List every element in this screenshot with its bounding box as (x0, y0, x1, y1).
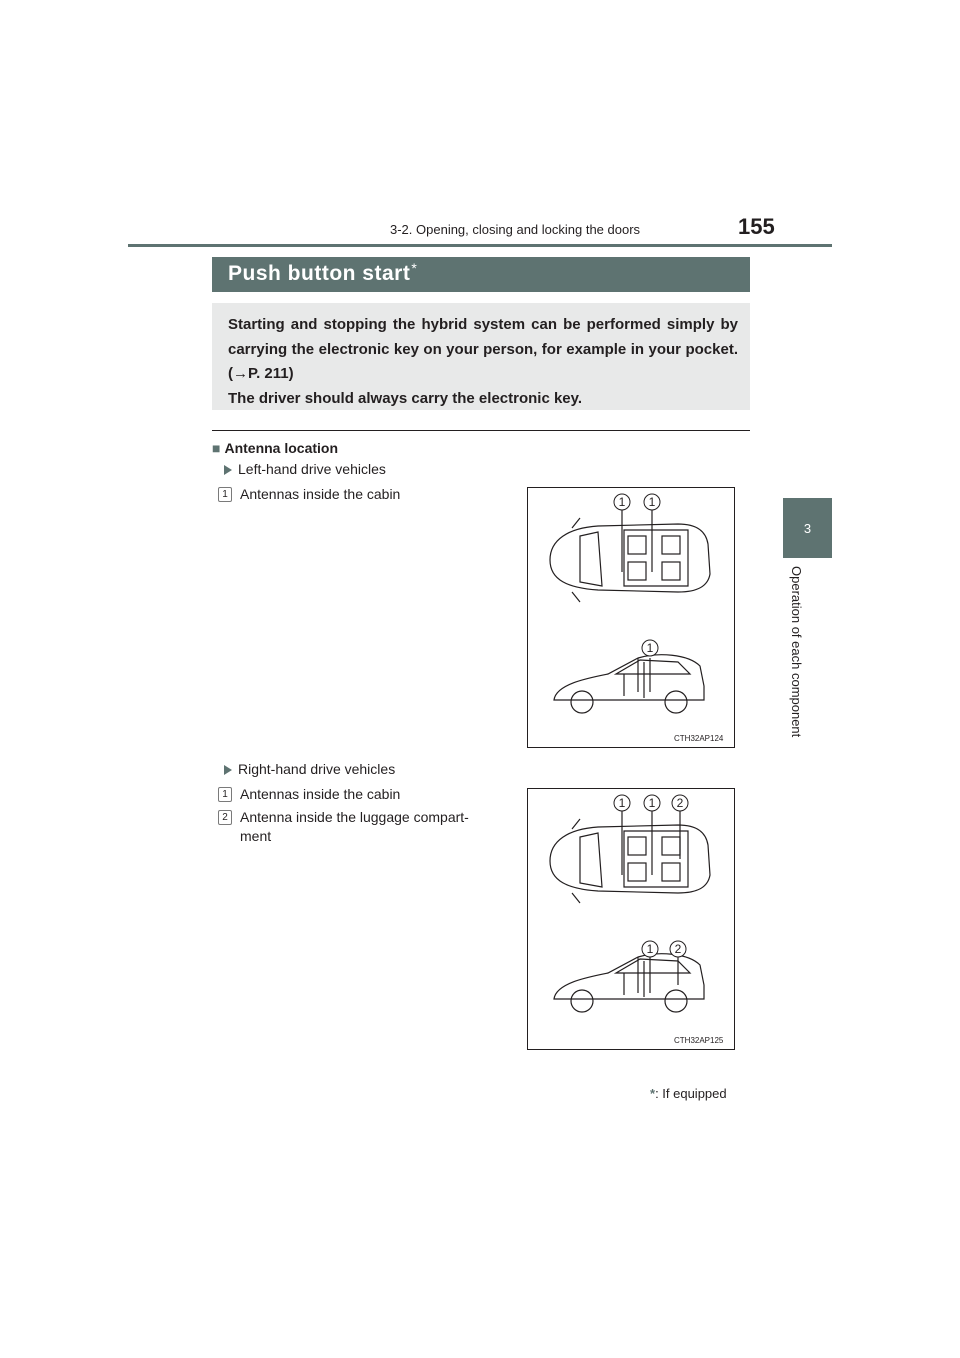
intro-box (212, 303, 750, 410)
rhd-car-illustration (528, 789, 734, 1049)
footnote-text: : If equipped (655, 1086, 727, 1101)
svg-text:1: 1 (646, 641, 654, 655)
svg-text:1: 1 (648, 796, 656, 810)
callout-number-badge: 1 (218, 487, 232, 502)
header-rule (128, 244, 832, 247)
callout-number-badge: 1 (218, 787, 232, 802)
svg-text:2: 2 (676, 796, 684, 810)
section-divider (212, 430, 750, 431)
lhd-label: Left-hand drive vehicles (238, 461, 386, 477)
svg-text:1: 1 (648, 495, 656, 509)
rhd-antenna-diagram (527, 788, 735, 1050)
if-equipped-marker: * (411, 260, 418, 276)
triangle-bullet-icon (224, 765, 232, 775)
svg-text:1: 1 (646, 942, 654, 956)
footnote-symbol: * (650, 1086, 656, 1101)
page-title: Push button start (228, 262, 411, 285)
intro-text: Starting and stopping the hybrid system can be performed simply by carrying the electronic key on your person, for example in your pocket. (→P. 211) The driver should always carry the electronic key. (228, 316, 738, 407)
running-header: 3-2. Opening, closing and locking the doors (390, 222, 641, 237)
section-heading (212, 440, 338, 456)
callout-text: Antennas inside the cabin (240, 786, 401, 802)
rhd-callout-1 (218, 785, 504, 804)
page-number: 155 (738, 214, 775, 239)
rhd-label: Right-hand drive vehicles (238, 761, 396, 777)
lhd-antenna-diagram (527, 487, 735, 748)
callout-text: Antenna inside the luggage compart- ment (240, 809, 469, 844)
chapter-title-vertical (780, 566, 810, 766)
rhd-figure-code: CTH32AP125 (674, 1036, 724, 1045)
page-title-bar (212, 257, 750, 292)
lhd-car-illustration (528, 488, 734, 747)
svg-text:2: 2 (674, 942, 682, 956)
lhd-callout-1 (218, 485, 504, 504)
lhd-subheading (224, 461, 386, 477)
chapter-tab (783, 498, 832, 558)
rhd-subheading (224, 761, 395, 777)
section-marker: ■ (212, 440, 221, 456)
svg-text:1: 1 (618, 796, 626, 810)
lhd-figure-code: CTH32AP124 (674, 734, 724, 743)
svg-text:1: 1 (618, 495, 626, 509)
callout-number-badge: 2 (218, 810, 232, 825)
rhd-callout-2 (218, 808, 504, 846)
chapter-title: Operation of each component (789, 566, 804, 738)
section-title: Antenna location (224, 440, 339, 456)
chapter-number: 3 (803, 520, 812, 536)
callout-text: Antennas inside the cabin (240, 486, 401, 502)
triangle-bullet-icon (224, 465, 232, 475)
footnote (650, 1086, 727, 1101)
